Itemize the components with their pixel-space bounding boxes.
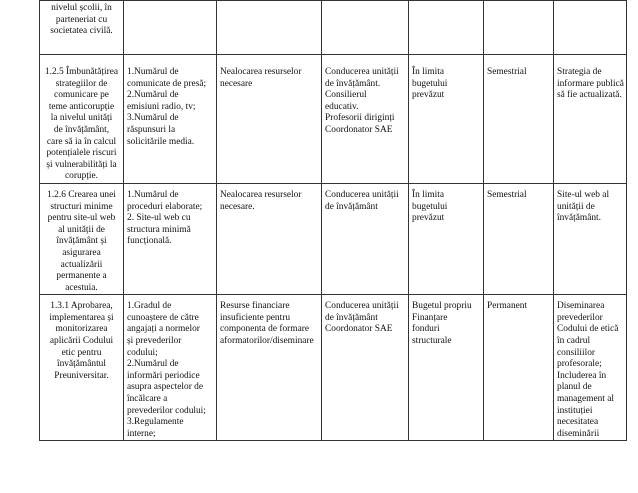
cell-text-line: învățământ și bbox=[56, 236, 107, 247]
cell-text-line: Resurse financiare bbox=[220, 301, 290, 312]
cell-text-line: nivelul școlii, în bbox=[51, 3, 112, 13]
cell-text-line: actualizării bbox=[60, 259, 103, 270]
cell-text-line: profesorale; bbox=[557, 359, 602, 370]
cell-text-line: învățământ. bbox=[557, 213, 601, 224]
responsible-cell bbox=[322, 183, 409, 294]
objective-cell bbox=[40, 183, 124, 294]
result-cell bbox=[554, 295, 627, 441]
cell-text-line: la nivelul unități bbox=[50, 113, 113, 124]
table-row bbox=[40, 183, 627, 294]
cell-text-line: 1.3.1 Aprobarea, bbox=[50, 301, 113, 312]
cell-text-line: strategiilor de bbox=[55, 78, 108, 89]
cell-text-line: bugetului bbox=[412, 78, 448, 89]
resources-cell bbox=[409, 1, 484, 55]
cell-text-line: emisiuni radio, tv; bbox=[127, 101, 196, 112]
risk-cell bbox=[217, 55, 322, 184]
cell-text-line: aformatorilor/diseminare bbox=[220, 336, 314, 347]
cell-text-line: monitorizarea bbox=[55, 324, 108, 335]
table-row bbox=[40, 55, 627, 184]
cell-text-line: codului; bbox=[127, 347, 158, 358]
cell-text-line: de învățământ bbox=[325, 201, 378, 212]
risk-cell bbox=[217, 183, 322, 294]
cell-text-line: Nealocarea resurselor bbox=[220, 189, 302, 200]
cell-text-line: informare publică bbox=[557, 78, 624, 89]
cell-text-line: Conducerea unității bbox=[325, 301, 399, 312]
cell-text-line: comunicare pe bbox=[54, 90, 109, 101]
cell-text-line: al unității de bbox=[58, 224, 105, 235]
cell-text-line: 3.Numărul de bbox=[127, 113, 179, 124]
objective-cell bbox=[40, 1, 124, 55]
cell-text-line: parteneriat cu bbox=[55, 14, 108, 25]
cell-text-line: Preuniversitar. bbox=[54, 370, 109, 381]
cell-text-line: 1.Gradul de bbox=[127, 301, 172, 312]
cell-text-line: instituției bbox=[557, 405, 593, 416]
cell-text-line: interne; bbox=[127, 428, 156, 439]
cell-text-line: educativ. bbox=[325, 101, 359, 112]
cell-text-line: Coordonator SAE bbox=[325, 324, 393, 335]
cell-text-line: funcțională. bbox=[127, 236, 172, 247]
resources-cell bbox=[409, 183, 484, 294]
cell-text-line: cunoaștere de către bbox=[127, 312, 199, 323]
indicator-cell bbox=[124, 295, 217, 441]
cell-text-line: aplicării Codului bbox=[49, 336, 114, 347]
cell-text-line: necesare. bbox=[220, 201, 255, 212]
objective-cell bbox=[40, 295, 124, 441]
result-cell bbox=[554, 55, 627, 184]
cell-text-line: în cadrul bbox=[557, 336, 591, 347]
responsible-cell bbox=[322, 1, 409, 55]
cell-text-line: insuficiente pentru bbox=[220, 312, 291, 323]
cell-text-line: fonduri bbox=[412, 324, 440, 335]
cell-text-line: răspunsuri la bbox=[127, 124, 176, 135]
cell-text-line: bugetului bbox=[412, 201, 448, 212]
cell-text-line: Site-ul web al bbox=[557, 189, 610, 200]
action-plan-table bbox=[39, 0, 627, 441]
cell-text-line: Conducerea unității bbox=[325, 189, 399, 200]
cell-text-line: asupra aspectelor de bbox=[127, 382, 204, 393]
cell-text-line: permanente a bbox=[56, 271, 107, 282]
indicator-cell bbox=[124, 1, 217, 55]
cell-text-line: structura minimă bbox=[127, 224, 191, 235]
cell-text-line: implementarea și bbox=[49, 312, 114, 323]
deadline-cell bbox=[484, 1, 554, 55]
responsible-cell bbox=[322, 295, 409, 441]
table-row bbox=[40, 1, 627, 55]
objective-cell bbox=[40, 55, 124, 184]
responsible-cell bbox=[322, 55, 409, 184]
result-cell bbox=[554, 1, 627, 55]
cell-text-line: prevederilor codului; bbox=[127, 405, 206, 416]
cell-text-line: de învățământ. bbox=[325, 78, 381, 89]
table-row bbox=[40, 295, 627, 441]
cell-text-line: să fie actualizată. bbox=[557, 90, 622, 101]
cell-text-line: Semestrial bbox=[487, 67, 527, 77]
cell-text-line: informări periodice bbox=[127, 370, 200, 381]
cell-text-line: și prevederilor bbox=[127, 336, 182, 347]
deadline-cell bbox=[484, 183, 554, 294]
risk-cell bbox=[217, 295, 322, 441]
cell-text-line: 1.2.6 Crearea unei bbox=[47, 189, 116, 200]
cell-text-line: planul de bbox=[557, 382, 592, 393]
cell-text-line: etic pentru bbox=[61, 347, 102, 358]
cell-text-line: pentru site-ul web bbox=[47, 213, 116, 224]
cell-text-line: societatea civilă. bbox=[50, 26, 113, 37]
resources-cell bbox=[409, 295, 484, 441]
cell-text-line: În limita bbox=[412, 67, 445, 77]
cell-text-line: potențialele riscuri bbox=[46, 148, 117, 159]
cell-text-line: și vulnerabilități la bbox=[46, 159, 117, 170]
cell-text-line: Diseminarea bbox=[557, 301, 605, 312]
cell-text-line: necesare bbox=[220, 78, 253, 89]
cell-text-line: Codului de etică bbox=[557, 324, 619, 335]
cell-text-line: comunicate de presă; bbox=[127, 78, 207, 89]
cell-text-line: Permanent bbox=[487, 301, 528, 312]
cell-text-line: 2. Site-ul web cu bbox=[127, 213, 191, 224]
cell-text-line: necesitatea bbox=[557, 417, 599, 428]
cell-text-line: prevăzut bbox=[412, 213, 445, 224]
cell-text-line: Consilierul bbox=[325, 90, 367, 101]
cell-text-line: componenta de formare bbox=[220, 324, 310, 335]
cell-text-line: care să ia în calcul bbox=[46, 136, 117, 147]
cell-text-line: În limita bbox=[412, 189, 445, 200]
cell-text-line: unității de bbox=[557, 201, 595, 212]
cell-text-line: 3.Regulamente bbox=[127, 417, 184, 428]
cell-text-line: de învățământ bbox=[325, 312, 378, 323]
cell-text-line: corupție. bbox=[64, 171, 99, 182]
cell-text-line: Finanțare bbox=[412, 312, 448, 323]
cell-text-line: consiliilor bbox=[557, 347, 596, 358]
cell-text-line: proceduri elaborate; bbox=[127, 201, 203, 212]
indicator-cell bbox=[124, 55, 217, 184]
cell-text-line: diseminării bbox=[557, 428, 600, 439]
cell-text-line: învățământul bbox=[57, 359, 106, 370]
cell-text-line: Bugetul propriu bbox=[412, 301, 472, 312]
cell-text-line: încălcare a bbox=[127, 394, 168, 405]
cell-text-line: prevederilor bbox=[557, 312, 603, 323]
cell-text-line: 2.Numărul de bbox=[127, 359, 179, 370]
cell-text-line: structuri minime bbox=[50, 201, 113, 212]
cell-text-line: angajați a normelor bbox=[127, 324, 200, 335]
deadline-cell bbox=[484, 55, 554, 184]
result-cell bbox=[554, 183, 627, 294]
indicator-cell bbox=[124, 183, 217, 294]
cell-text-line: prevăzut bbox=[412, 90, 445, 101]
cell-text-line: Strategia de bbox=[557, 67, 602, 77]
cell-text-line: Semestrial bbox=[487, 189, 527, 200]
risk-cell bbox=[217, 1, 322, 55]
cell-text-line: 1.2.5 Îmbunătățirea bbox=[44, 67, 119, 77]
cell-text-line: Nealocarea resurselor bbox=[220, 67, 302, 77]
cell-text-line: acestuia. bbox=[65, 282, 98, 293]
cell-text-line: structurale bbox=[412, 336, 452, 347]
cell-text-line: asigurarea bbox=[62, 247, 101, 258]
cell-text-line: management al bbox=[557, 394, 615, 405]
resources-cell bbox=[409, 55, 484, 184]
cell-text-line: teme anticorupție bbox=[48, 101, 115, 112]
cell-text-line: 1.Numărul de bbox=[127, 189, 179, 200]
cell-text-line: 2.Numărul de bbox=[127, 90, 179, 101]
cell-text-line: Coordonator SAE bbox=[325, 124, 393, 135]
cell-text-line: Profesorii diriginți bbox=[325, 113, 395, 124]
cell-text-line: Conducerea unității bbox=[325, 67, 399, 77]
cell-text-line: solicitările media. bbox=[127, 136, 195, 147]
cell-text-line: de învățământ, bbox=[53, 124, 110, 135]
cell-text-line: Includerea în bbox=[557, 370, 607, 381]
cell-text-line: 1.Numărul de bbox=[127, 67, 179, 77]
deadline-cell bbox=[484, 295, 554, 441]
